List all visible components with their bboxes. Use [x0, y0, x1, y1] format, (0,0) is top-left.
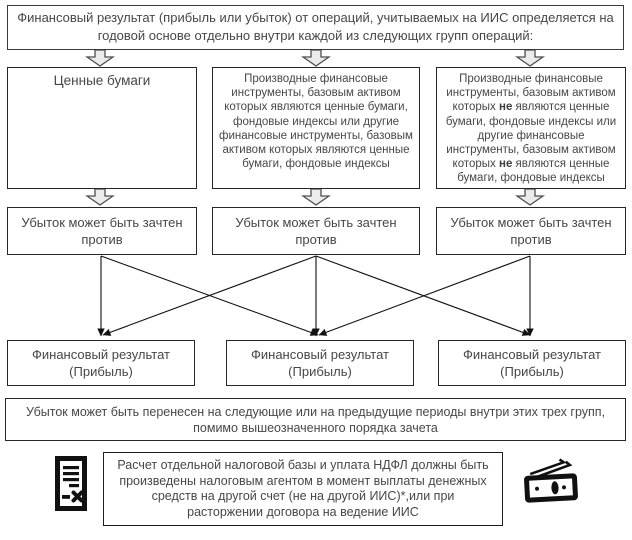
carryforward-text: Убыток может быть перенесен на следующие или на предыдущие периоды внутри этих трех групп, помимо вышеозначенного порядка зачета	[25, 405, 606, 435]
footer-text: Расчет отдельной налоговой базы и уплата НДФЛ должны быть произведены налоговым агентом в момент выплаты денежных средств на другой счет (не на другой ИИС)*,или при расторжении договора на ведение ИИС	[117, 458, 489, 519]
header-box	[7, 5, 624, 50]
result-box-1-label: Финансовый результат (Прибыль)	[32, 347, 170, 379]
result-box-3	[438, 340, 626, 386]
offset-box-2	[212, 207, 420, 255]
group-derivatives-on-securities-label: Производные финансовые инструменты, базовым активом которых являются ценные бумаги, фондовые индексы или другие финансовые инструменты, базовым активом которых являются ценные бумаги, фондовые индексы	[219, 73, 413, 171]
group-box-derivatives-on-securities	[212, 67, 420, 189]
carryforward-box	[5, 398, 626, 441]
block-down-arrow-icon	[301, 50, 331, 67]
offset-box-1	[7, 207, 197, 255]
group-box-derivatives-not-on-securities	[436, 67, 626, 189]
result-box-2	[226, 340, 414, 386]
footer-box	[103, 452, 503, 526]
group-derivatives-not-on-securities-label: Производные финансовые инструменты, базовым активом которых не являются ценные бумаги, фондовые индексы или другие финансовые инструменты, базовым активом которых не являются ценные бумаги, фондовые индексы	[445, 73, 617, 185]
block-down-arrow-icon	[301, 189, 331, 206]
crossing-arrows	[0, 255, 632, 340]
group-securities-label: Ценные бумаги	[53, 73, 151, 88]
offset-box-2-label: Убыток может быть зачтен против	[235, 215, 397, 247]
block-down-arrow-icon	[515, 189, 545, 206]
offset-box-1-label: Убыток может быть зачтен против	[21, 215, 183, 247]
cancelled-tax-document-icon	[55, 456, 87, 516]
header-text: Финансовый результат (прибыль или убыток) от операций, учитываемых на ИИС определяется на годовой основе отдельно внутри каждой из следующих групп операций:	[17, 10, 614, 43]
block-down-arrow-icon	[85, 189, 115, 206]
result-box-2-label: Финансовый результат (Прибыль)	[251, 347, 389, 379]
offset-box-3	[436, 207, 626, 255]
block-down-arrow-icon	[85, 50, 115, 67]
result-box-3-label: Финансовый результат (Прибыль)	[463, 347, 601, 379]
banknotes-icon	[521, 458, 583, 509]
offset-box-3-label: Убыток может быть зачтен против	[450, 215, 612, 247]
block-down-arrow-icon	[515, 50, 545, 67]
group-box-securities	[7, 67, 197, 189]
result-box-1	[7, 340, 195, 386]
